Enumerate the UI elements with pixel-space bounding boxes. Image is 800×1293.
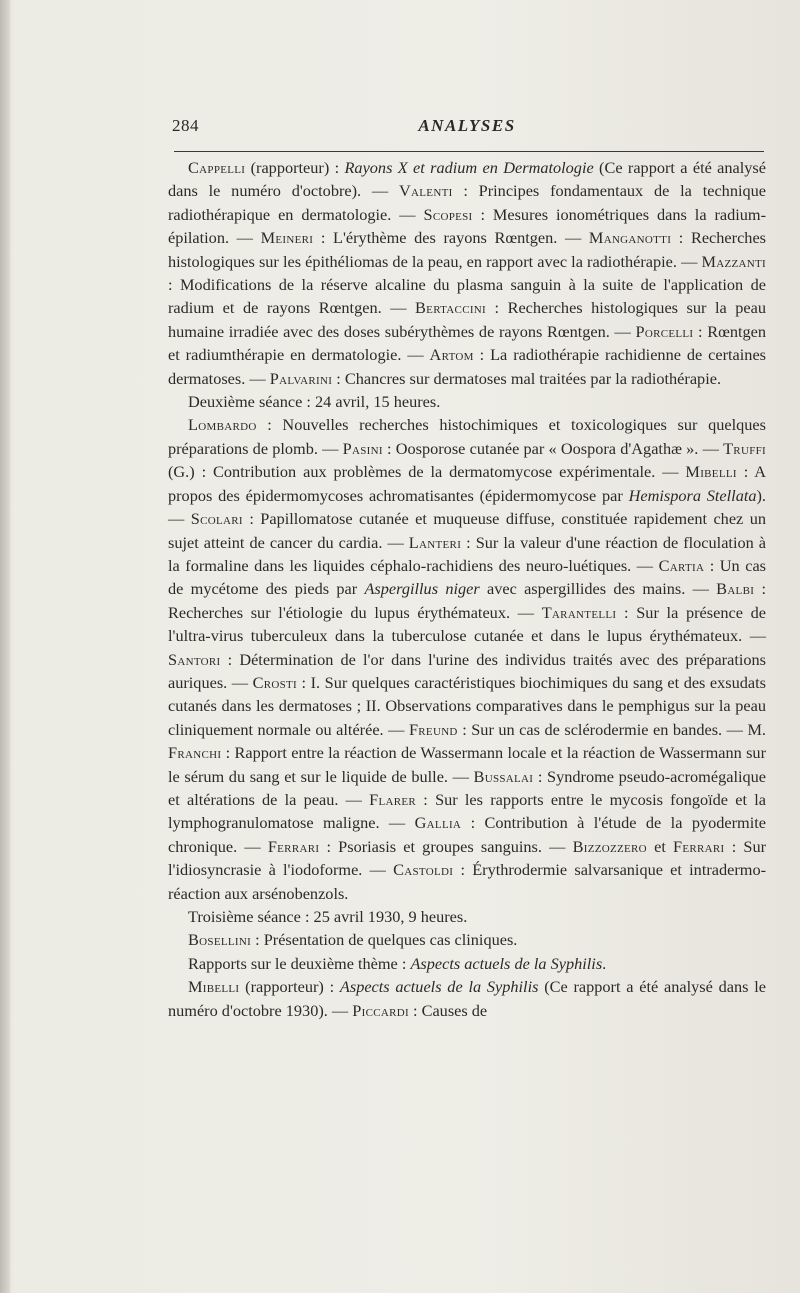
text-run: Rapports sur le deuxième thème : bbox=[188, 953, 411, 973]
header-rule bbox=[174, 151, 764, 152]
author-name: Cappelli bbox=[188, 158, 246, 177]
author-name: Truffi bbox=[723, 438, 766, 458]
text-run: (rapporteur) : bbox=[239, 977, 340, 997]
text-run: : Sur la présence de l'ultra-virus tuberculeux dans la tuberculose cutanée et dans le lupus érythémateux. — bbox=[168, 602, 766, 646]
text-run: : Sur les rapports entre le mycosis fongoïde et la lymphogranulomatose maligne. — bbox=[168, 789, 767, 833]
text-run: (Ce rapport a été analysé dans le numéro d'octobre). — bbox=[168, 158, 766, 201]
section-title: ANALYSES bbox=[418, 116, 516, 135]
author-name: Palvarini bbox=[269, 368, 333, 388]
text-run: : Chancres sur dermatoses mal traitées par la radiothérapie. bbox=[332, 368, 722, 388]
author-name: Cartia bbox=[658, 555, 705, 575]
text-run: (G.) : Contribution aux problèmes de la dermatomycose expérimentale. — bbox=[168, 462, 686, 482]
text-run: Troisième séance : 25 avril 1930, 9 heures. bbox=[188, 907, 468, 926]
author-name: Freund bbox=[408, 719, 458, 739]
text-run: : A propos des épidermomycoses achromatisantes (épidermomycose par bbox=[168, 462, 766, 505]
author-name: Valenti bbox=[398, 181, 453, 201]
author-name: Santori bbox=[168, 649, 221, 669]
text-run: : Recherches histologiques sur la peau humaine irradiée avec des doses subérythèmes de rayons Rœntgen. — bbox=[168, 298, 766, 341]
author-name: Pasini bbox=[342, 438, 383, 458]
text-run: : Un cas de mycétome des pieds par bbox=[168, 555, 767, 599]
text-run: : Principes fondamentaux de la technique radiothérapique en dermatologie. — bbox=[168, 181, 766, 224]
author-name: Bizzozzero bbox=[572, 836, 647, 856]
author-name: Crosti bbox=[252, 672, 298, 692]
italic-title: Rayons X et radium en Dermatologie bbox=[344, 158, 594, 177]
author-name: Franchi bbox=[168, 743, 222, 763]
text-run: : Rœntgen et radiumthérapie en dermatologie. — bbox=[168, 321, 766, 365]
italic-title: Aspects actuels de la Syphilis bbox=[410, 953, 603, 973]
text-run: : Contribution à l'étude de la pyodermite chronique. — bbox=[168, 813, 766, 856]
text-run: : I. Sur quelques caractéristiques biochimiques du sang et des exsudats cutanés dans les dermatoses ; II. Observations comparatives dans le pemphigus sur la peau cliniquement normale ou altérée. — bbox=[168, 672, 766, 739]
author-name: Mibelli bbox=[188, 977, 240, 997]
text-run: : Détermination de l'or dans l'urine des individus traités avec des préparations auriques. — bbox=[168, 649, 766, 692]
text-run: : Recherches sur l'étiologie du lupus érythémateux. — bbox=[168, 579, 766, 622]
author-name: Bosellini bbox=[188, 930, 252, 950]
author-name: Gallia bbox=[414, 813, 462, 833]
text-run: : Rapport entre la réaction de Wassermann locale et la réaction de Wassermann sur le sérum du sang et sur le liquide de bulle. — bbox=[168, 743, 766, 786]
text-run: : Nouvelles recherches histochimiques et toxicologiques sur quelques préparations de plomb. — bbox=[168, 415, 766, 458]
author-name: Manganotti bbox=[588, 228, 672, 248]
text-run: : Érythrodermie salvarsanique et intradermo-réaction aux arsénobenzols. bbox=[168, 860, 767, 903]
italic-title: Aspects actuels de la Syphilis bbox=[339, 977, 539, 997]
text-run: : L'érythème des rayons Rœntgen. — bbox=[313, 228, 589, 248]
text-run: et bbox=[646, 836, 674, 856]
text-run: ). — bbox=[168, 485, 766, 529]
author-name: Scolari bbox=[190, 509, 243, 529]
text-run: Deuxième séance : 24 avril, 15 heures. bbox=[188, 392, 441, 412]
text-run: : Mesures ionométriques dans la radium-épilation. — bbox=[168, 204, 767, 248]
author-name: Meineri bbox=[260, 228, 314, 248]
paragraph bbox=[168, 413, 766, 905]
author-name: Balbi bbox=[716, 579, 755, 599]
body-text bbox=[168, 156, 766, 1022]
author-name: Castoldi bbox=[393, 860, 454, 880]
text-run: : La radiothérapie rachidienne de certaines dermatoses. — bbox=[168, 345, 767, 388]
author-name: Bussalai bbox=[473, 766, 534, 786]
author-name: Flarer bbox=[369, 789, 417, 809]
text-run: : Sur l'idiosyncrasie à l'iodoforme. — bbox=[168, 836, 767, 880]
text-run: : Papillomatose cutanée et muqueuse diffuse, constituée rapidement chez un sujet atteint de cancer du cardia. — bbox=[168, 509, 767, 552]
text-run: : Syndrome pseudo-acromégalique et altérations de la peau. — bbox=[168, 766, 766, 809]
author-name: Mazzanti bbox=[701, 251, 766, 271]
text-run: : Oosporose cutanée par « Oospora d'Agathæ ». — bbox=[382, 438, 724, 458]
text-run: : Présentation de quelques cas cliniques. bbox=[251, 930, 518, 950]
page-number: 284 bbox=[172, 116, 199, 135]
author-name: Porcelli bbox=[635, 321, 694, 341]
paragraph bbox=[168, 905, 766, 928]
page-binding-edge bbox=[0, 0, 10, 1293]
text-run: : Psoriasis et groupes sanguins. — bbox=[319, 836, 573, 856]
text-run: : Causes de bbox=[408, 1000, 488, 1020]
running-header bbox=[172, 116, 762, 142]
text-run: (Ce rapport a été analysé dans le numéro d'octobre 1930). — bbox=[168, 977, 766, 1020]
paragraph bbox=[168, 952, 766, 975]
text-run: . bbox=[602, 953, 607, 973]
author-name: Scopesi bbox=[423, 204, 473, 224]
author-name: Lanteri bbox=[408, 532, 462, 552]
author-name: Mibelli bbox=[685, 462, 737, 482]
author-name: Piccardi bbox=[352, 1000, 409, 1020]
text-run: : Modifications de la réserve alcaline du plasma sanguin à la suite de l'application de radium et de rayons Rœntgen. — bbox=[168, 275, 766, 318]
paragraph bbox=[168, 390, 766, 413]
author-name: Ferrari bbox=[267, 836, 320, 856]
paragraph bbox=[168, 975, 766, 1022]
text-run: : Sur un cas de sclérodermie en bandes. — M. bbox=[457, 719, 766, 739]
text-run: (rapporteur) : bbox=[245, 158, 345, 177]
author-name: Ferrari bbox=[673, 836, 725, 856]
author-name: Bertaccini bbox=[415, 298, 486, 318]
paragraph bbox=[168, 928, 766, 951]
author-name: Artom bbox=[429, 345, 474, 365]
text-run: avec aspergillides des mains. — bbox=[479, 579, 717, 599]
text-run: : Recherches histologiques sur les épithéliomas de la peau, en rapport avec la radiothérapie. — bbox=[168, 228, 766, 271]
text-run: : Sur la valeur d'une réaction de floculation à la formaline dans les liquides céphalo-rachidiens des neuro-luétiques. — bbox=[168, 532, 766, 575]
italic-title: Hemispora Stellata bbox=[628, 485, 757, 505]
paragraph bbox=[168, 156, 766, 390]
italic-title: Aspergillus niger bbox=[364, 579, 480, 599]
author-name: Tarantelli bbox=[541, 602, 617, 622]
author-name: Lombardo bbox=[188, 415, 257, 435]
